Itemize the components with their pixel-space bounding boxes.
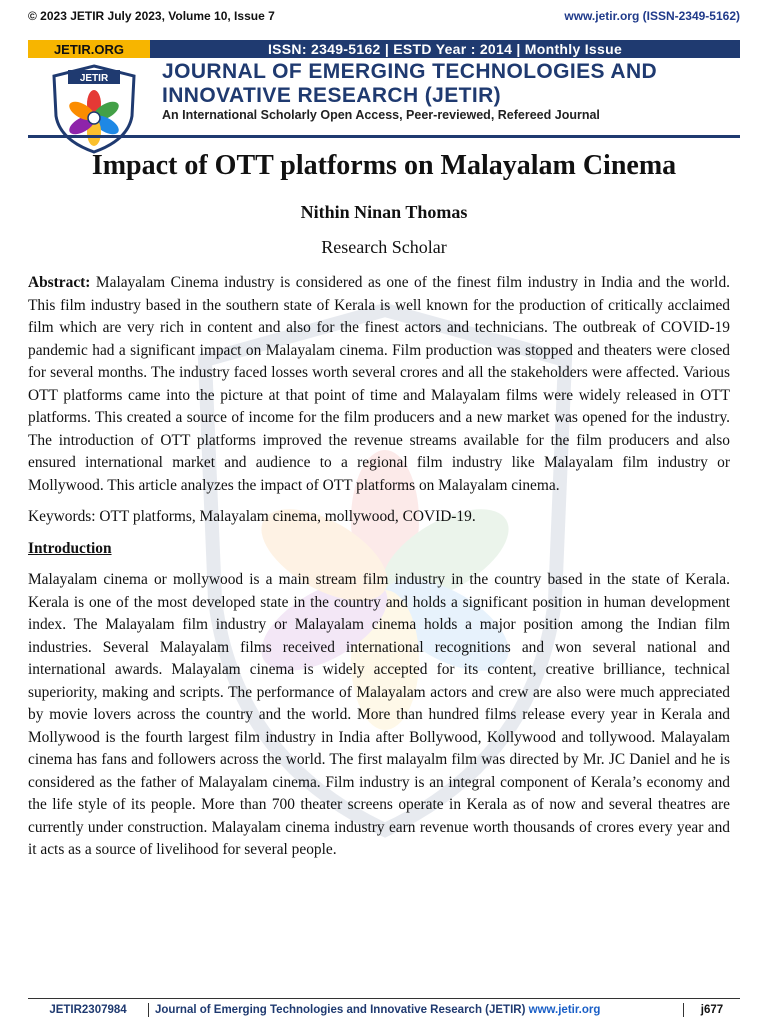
journal-url-issn: www.jetir.org (ISSN-2349-5162) (564, 9, 740, 23)
footer-journal (149, 1004, 683, 1016)
author-affiliation: Research Scholar (321, 237, 447, 257)
issue-info: © 2023 JETIR July 2023, Volume 10, Issue 7 (28, 9, 275, 23)
footer-paper-id: JETIR2307984 (49, 1004, 127, 1016)
journal-subtitle: An International Scholarly Open Access, Peer-reviewed, Refereed Journal (162, 108, 600, 122)
abstract-paragraph (28, 272, 730, 497)
page-footer (28, 1002, 740, 1018)
journal-banner (28, 40, 740, 58)
footer-journal-link[interactable]: www.jetir.org (528, 1004, 601, 1016)
keywords-paragraph: Keywords: OTT platforms, Malayalam cinema, mollywood, COVID-19. (28, 508, 476, 525)
banner-info: ISSN: 2349-5162 | ESTD Year : 2014 | Monthly Issue (150, 40, 740, 58)
footer-rule (28, 998, 740, 999)
logo-text: JETIR (79, 73, 109, 84)
banner-brand: JETIR.ORG (28, 40, 150, 58)
header-rule (28, 135, 740, 138)
running-header (28, 8, 740, 24)
journal-title-line2: INNOVATIVE RESEARCH (JETIR) (162, 84, 502, 107)
article-body (28, 272, 730, 871)
footer-journal-name: Journal of Emerging Technologies and Innovative Research (JETIR) (155, 1004, 529, 1016)
journal-title (162, 60, 742, 108)
jetir-logo-icon (46, 62, 142, 154)
abstract-label: Abstract: (28, 274, 91, 291)
footer-page-number: j677 (700, 1004, 724, 1016)
paper-title: Impact of OTT platforms on Malayalam Cinema (91, 150, 677, 181)
introduction-heading: Introduction (28, 539, 112, 557)
introduction-paragraph: Malayalam cinema or mollywood is a main stream film industry in the country based in the state of Kerala. Kerala is one of the most developed state in the country and holds a significant position in human development index. The Malayalam film industry or Malayalam cinema holds a major position among the Indian film industries. Several Malayalam films received international recognitions and won several national and international awards. Malayalam cinema is widely accepted for its content, creative brilliance, technical superiority, making and scripts. The performance of Malayalam actors and crew are also were much appreciated by movie lovers across the country and the world. More than hundred films release every year in Kerala and Mollywood is the fourth largest film industry in India after Bollywood, Kollywood and tollywood. Malayalam cinema has fans and followers across the world. The first malayalm film was directed by Mr. JC Daniel and he is considered as the father of Malayalam cinema. Film industry is an integral component of Kerala’s economy and the life style of its people. More than 700 theater screens operate in Kerala as of now and several theatres are currently under construction. Malayalam cinema industry earn revenue worth thousands of crores every year and it acts as a source of livelihood for several people. (28, 571, 730, 858)
journal-title-line1: JOURNAL OF EMERGING TECHNOLOGIES AND (162, 60, 658, 83)
abstract-text: Malayalam Cinema industry is considered as one of the finest film industry in India and the world. This film industry based in the southern state of Kerala is well known for the production of critically acclaimed film which are very rich in content and also for the finest actors and technicians. The outbreak of COVID-19 pandemic had a significant impact on Malayalam cinema. Film production was stopped and theaters were closed for several months. The industry faced losses worth several crores and all the stakeholders were affected. Various OTT platforms came into the picture at that point of time and Malayalam films were widely released in OTT platforms. This created a source of income for the film producers and a new market was opened for the industry. The introduction of OTT platforms improved the revenue streams available for the film producers and also ensured international market and audience to a regional film industry like Malayalam film industry or Mollywood. This article analyzes the impact of OTT platforms on Malayalam cinema. (28, 274, 730, 494)
author-name: Nithin Ninan Thomas (300, 202, 468, 222)
